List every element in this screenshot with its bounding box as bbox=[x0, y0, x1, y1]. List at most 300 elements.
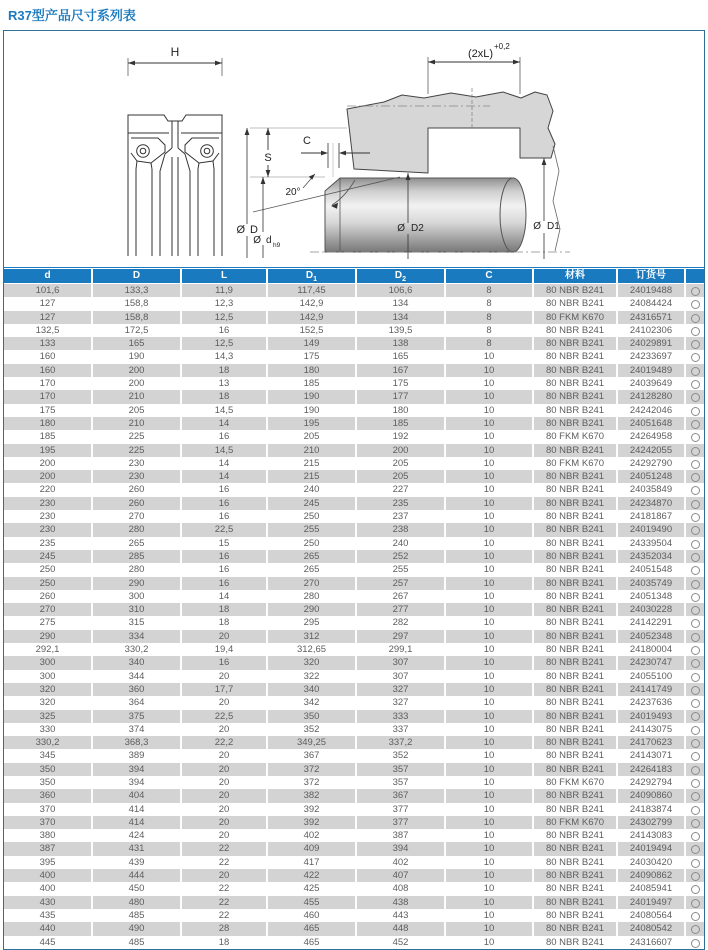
table-cell-d: 170 bbox=[4, 390, 93, 403]
table-cell-d-outer: 225 bbox=[93, 430, 182, 443]
table-cell-order-number: 24019489 bbox=[618, 364, 686, 377]
table-cell-d: 127 bbox=[4, 311, 93, 324]
table-cell-l: 20 bbox=[182, 869, 268, 882]
table-cell-l: 14 bbox=[182, 457, 268, 470]
availability-circle-icon bbox=[691, 460, 700, 469]
table-cell-l: 22 bbox=[182, 856, 268, 869]
availability-circle-icon bbox=[691, 633, 700, 642]
table-row bbox=[4, 311, 704, 324]
table-cell-marker bbox=[686, 776, 704, 789]
availability-circle-icon bbox=[691, 619, 700, 628]
table-cell-marker bbox=[686, 603, 704, 616]
availability-circle-icon bbox=[691, 912, 700, 921]
table-cell-l: 20 bbox=[182, 763, 268, 776]
table-cell-d: 260 bbox=[4, 590, 93, 603]
table-cell-d-outer: 480 bbox=[93, 896, 182, 909]
table-cell-c: 10 bbox=[446, 856, 534, 869]
table-cell-d1: 455 bbox=[268, 896, 357, 909]
table-row bbox=[4, 510, 704, 523]
availability-circle-icon bbox=[691, 513, 700, 522]
table-cell-d-outer: 210 bbox=[93, 390, 182, 403]
label-d-shaft: d bbox=[266, 235, 272, 246]
table-cell-d1: 352 bbox=[268, 723, 357, 736]
table-cell-material: 80 NBR B241 bbox=[534, 922, 618, 935]
availability-circle-icon bbox=[691, 593, 700, 602]
table-cell-c: 8 bbox=[446, 324, 534, 337]
table-cell-d-outer: 300 bbox=[93, 590, 182, 603]
table-cell-material: 80 NBR B241 bbox=[534, 390, 618, 403]
table-cell-d: 400 bbox=[4, 882, 93, 895]
table-cell-d1: 265 bbox=[268, 563, 357, 576]
table-cell-d2: 357 bbox=[357, 763, 446, 776]
table-cell-material: 80 NBR B241 bbox=[534, 882, 618, 895]
column-header-d-outer: D bbox=[93, 269, 182, 283]
table-cell-d-outer: 375 bbox=[93, 710, 182, 723]
table-cell-order-number: 24242046 bbox=[618, 404, 686, 417]
table-cell-d-outer: 444 bbox=[93, 869, 182, 882]
table-cell-d2: 185 bbox=[357, 417, 446, 430]
table-cell-d2: 377 bbox=[357, 816, 446, 829]
table-cell-d-outer: 200 bbox=[93, 364, 182, 377]
table-cell-material: 80 NBR B241 bbox=[534, 537, 618, 550]
table-cell-d2: 134 bbox=[357, 297, 446, 310]
table-cell-c: 10 bbox=[446, 869, 534, 882]
table-cell-c: 10 bbox=[446, 523, 534, 536]
table-cell-order-number: 24030420 bbox=[618, 856, 686, 869]
availability-circle-icon bbox=[691, 380, 700, 389]
label-angle: 20° bbox=[285, 187, 301, 198]
table-cell-d-outer: 389 bbox=[93, 749, 182, 762]
table-cell-d2: 205 bbox=[357, 457, 446, 470]
table-cell-marker bbox=[686, 390, 704, 403]
column-header-order-number: 订货号 bbox=[618, 269, 686, 283]
table-cell-d-outer: 360 bbox=[93, 683, 182, 696]
table-cell-marker bbox=[686, 377, 704, 390]
table-row bbox=[4, 563, 704, 576]
table-cell-d: 330,2 bbox=[4, 736, 93, 749]
availability-circle-icon bbox=[691, 287, 700, 296]
availability-circle-icon bbox=[691, 659, 700, 668]
table-cell-d: 370 bbox=[4, 803, 93, 816]
table-cell-d2: 200 bbox=[357, 444, 446, 457]
table-cell-c: 10 bbox=[446, 816, 534, 829]
table-row bbox=[4, 297, 704, 310]
table-cell-material: 80 NBR B241 bbox=[534, 616, 618, 629]
table-cell-d-outer: 485 bbox=[93, 909, 182, 922]
table-cell-l: 20 bbox=[182, 749, 268, 762]
table-cell-d1: 280 bbox=[268, 590, 357, 603]
table-cell-c: 10 bbox=[446, 696, 534, 709]
table-row bbox=[4, 284, 704, 297]
table-cell-d2: 138 bbox=[357, 337, 446, 350]
label-d-shaft-tolerance: h9 bbox=[273, 242, 281, 249]
table-cell-d1: 190 bbox=[268, 390, 357, 403]
table-cell-marker bbox=[686, 670, 704, 683]
table-cell-l: 28 bbox=[182, 922, 268, 935]
table-cell-material: 80 NBR B241 bbox=[534, 829, 618, 842]
table-cell-l: 14 bbox=[182, 590, 268, 603]
table-cell-d: 300 bbox=[4, 670, 93, 683]
table-row bbox=[4, 749, 704, 762]
column-header-d: d bbox=[4, 269, 93, 283]
table-cell-l: 16 bbox=[182, 550, 268, 563]
availability-circle-icon bbox=[691, 447, 700, 456]
table-cell-l: 12,5 bbox=[182, 337, 268, 350]
table-cell-d-outer: 439 bbox=[93, 856, 182, 869]
table-cell-l: 16 bbox=[182, 563, 268, 576]
table-cell-l: 22 bbox=[182, 909, 268, 922]
table-cell-d2: 180 bbox=[357, 404, 446, 417]
table-cell-material: 80 NBR B241 bbox=[534, 630, 618, 643]
availability-circle-icon bbox=[691, 712, 700, 721]
table-cell-c: 10 bbox=[446, 909, 534, 922]
table-cell-l: 18 bbox=[182, 936, 268, 949]
table-cell-c: 10 bbox=[446, 510, 534, 523]
table-cell-order-number: 24234870 bbox=[618, 497, 686, 510]
table-row bbox=[4, 550, 704, 563]
table-cell-order-number: 24264183 bbox=[618, 763, 686, 776]
table-cell-order-number: 24090862 bbox=[618, 869, 686, 882]
table-cell-d-outer: 490 bbox=[93, 922, 182, 935]
table-row bbox=[4, 337, 704, 350]
availability-circle-icon bbox=[691, 486, 700, 495]
table-cell-d2: 337 bbox=[357, 723, 446, 736]
table-cell-l: 20 bbox=[182, 803, 268, 816]
table-cell-material: 80 NBR B241 bbox=[534, 590, 618, 603]
table-cell-d2: 327 bbox=[357, 683, 446, 696]
table-cell-d1: 460 bbox=[268, 909, 357, 922]
table-cell-c: 10 bbox=[446, 829, 534, 842]
table-row bbox=[4, 537, 704, 550]
table-cell-c: 10 bbox=[446, 417, 534, 430]
table-cell-order-number: 24339504 bbox=[618, 537, 686, 550]
table-cell-d: 395 bbox=[4, 856, 93, 869]
table-row bbox=[4, 444, 704, 457]
table-cell-marker bbox=[686, 749, 704, 762]
table-cell-l: 20 bbox=[182, 670, 268, 683]
table-cell-d2: 235 bbox=[357, 497, 446, 510]
table-cell-d1: 245 bbox=[268, 497, 357, 510]
table-cell-marker bbox=[686, 510, 704, 523]
table-cell-d-outer: 260 bbox=[93, 497, 182, 510]
table-top-rule bbox=[4, 267, 704, 268]
table-cell-order-number: 24080542 bbox=[618, 922, 686, 935]
table-cell-d1: 205 bbox=[268, 430, 357, 443]
label-dia-symbol: Ø bbox=[533, 221, 541, 232]
table-cell-order-number: 24180004 bbox=[618, 643, 686, 656]
column-header-d1: $D_1$ bbox=[268, 269, 357, 283]
table-cell-c: 10 bbox=[446, 776, 534, 789]
table-cell-marker bbox=[686, 337, 704, 350]
table-cell-d: 387 bbox=[4, 842, 93, 855]
table-cell-d2: 282 bbox=[357, 616, 446, 629]
availability-circle-icon bbox=[691, 739, 700, 748]
table-cell-d1: 117,45 bbox=[268, 284, 357, 297]
table-row bbox=[4, 856, 704, 869]
table-cell-d-outer: 285 bbox=[93, 550, 182, 563]
table-cell-d1: 270 bbox=[268, 577, 357, 590]
table-cell-marker bbox=[686, 643, 704, 656]
availability-circle-icon bbox=[691, 845, 700, 854]
table-cell-material: 80 NBR B241 bbox=[534, 364, 618, 377]
table-cell-c: 10 bbox=[446, 670, 534, 683]
table-cell-d-outer: 210 bbox=[93, 417, 182, 430]
availability-circle-icon bbox=[691, 327, 700, 336]
table-cell-order-number: 24316571 bbox=[618, 311, 686, 324]
table-row bbox=[4, 590, 704, 603]
table-row bbox=[4, 470, 704, 483]
table-cell-d: 200 bbox=[4, 470, 93, 483]
page-title: R37型产品尺寸系列表 bbox=[8, 8, 136, 23]
table-cell-marker bbox=[686, 763, 704, 776]
table-cell-d1: 290 bbox=[268, 603, 357, 616]
table-cell-d: 275 bbox=[4, 616, 93, 629]
table-cell-d: 235 bbox=[4, 537, 93, 550]
table-cell-d: 320 bbox=[4, 683, 93, 696]
table-cell-d2: 237 bbox=[357, 510, 446, 523]
table-cell-d: 380 bbox=[4, 829, 93, 842]
table-cell-material: 80 NBR B241 bbox=[534, 656, 618, 669]
table-row bbox=[4, 936, 704, 949]
table-cell-d: 200 bbox=[4, 457, 93, 470]
table-cell-d1: 382 bbox=[268, 789, 357, 802]
table-cell-order-number: 24316607 bbox=[618, 936, 686, 949]
availability-circle-icon bbox=[691, 872, 700, 881]
table-row bbox=[4, 803, 704, 816]
table-cell-d1: 417 bbox=[268, 856, 357, 869]
table-cell-d2: 167 bbox=[357, 364, 446, 377]
table-cell-d1: 340 bbox=[268, 683, 357, 696]
table-cell-d2: 252 bbox=[357, 550, 446, 563]
table-cell-marker bbox=[686, 710, 704, 723]
table-cell-order-number: 24051548 bbox=[618, 563, 686, 576]
table-cell-d1: 190 bbox=[268, 404, 357, 417]
table-cell-order-number: 24051648 bbox=[618, 417, 686, 430]
label-2xl-tolerance: +0,2 bbox=[494, 42, 510, 51]
table-cell-d-outer: 280 bbox=[93, 563, 182, 576]
table-row bbox=[4, 670, 704, 683]
table-cell-d2: 407 bbox=[357, 869, 446, 882]
table-cell-d-outer: 290 bbox=[93, 577, 182, 590]
dimension-table bbox=[4, 267, 704, 949]
availability-circle-icon bbox=[691, 646, 700, 655]
table-cell-d-outer: 133,3 bbox=[93, 284, 182, 297]
table-row bbox=[4, 616, 704, 629]
table-cell-c: 10 bbox=[446, 683, 534, 696]
table-cell-material: 80 NBR B241 bbox=[534, 936, 618, 949]
table-cell-d-outer: 334 bbox=[93, 630, 182, 643]
table-cell-l: 14,5 bbox=[182, 404, 268, 417]
table-row bbox=[4, 656, 704, 669]
table-cell-d-outer: 344 bbox=[93, 670, 182, 683]
table-cell-d: 160 bbox=[4, 364, 93, 377]
table-cell-d-outer: 340 bbox=[93, 656, 182, 669]
table-cell-material: 80 NBR B241 bbox=[534, 417, 618, 430]
table-cell-d: 350 bbox=[4, 776, 93, 789]
table-cell-d1: 409 bbox=[268, 842, 357, 855]
table-cell-d-outer: 431 bbox=[93, 842, 182, 855]
table-row bbox=[4, 430, 704, 443]
table-cell-d: 330 bbox=[4, 723, 93, 736]
table-cell-c: 10 bbox=[446, 350, 534, 363]
table-cell-material: 80 NBR B241 bbox=[534, 842, 618, 855]
table-cell-c: 10 bbox=[446, 656, 534, 669]
availability-circle-icon bbox=[691, 899, 700, 908]
availability-circle-icon bbox=[691, 673, 700, 682]
table-cell-c: 10 bbox=[446, 723, 534, 736]
availability-circle-icon bbox=[691, 367, 700, 376]
table-row bbox=[4, 630, 704, 643]
table-cell-d2: 238 bbox=[357, 523, 446, 536]
table-cell-d: 180 bbox=[4, 417, 93, 430]
table-cell-marker bbox=[686, 922, 704, 935]
table-cell-material: 80 NBR B241 bbox=[534, 350, 618, 363]
table-cell-order-number: 24237636 bbox=[618, 696, 686, 709]
table-cell-l: 20 bbox=[182, 696, 268, 709]
table-cell-d-outer: 404 bbox=[93, 789, 182, 802]
table-row bbox=[4, 404, 704, 417]
table-cell-c: 10 bbox=[446, 457, 534, 470]
table-cell-marker bbox=[686, 616, 704, 629]
table-cell-marker bbox=[686, 789, 704, 802]
table-cell-material: 80 NBR B241 bbox=[534, 683, 618, 696]
table-cell-d2: 307 bbox=[357, 656, 446, 669]
table-cell-marker bbox=[686, 590, 704, 603]
table-cell-order-number: 24292790 bbox=[618, 457, 686, 470]
table-cell-material: 80 NBR B241 bbox=[534, 869, 618, 882]
table-row bbox=[4, 350, 704, 363]
table-cell-c: 10 bbox=[446, 590, 534, 603]
table-body bbox=[4, 284, 704, 949]
table-row bbox=[4, 736, 704, 749]
table-cell-marker bbox=[686, 656, 704, 669]
table-cell-marker bbox=[686, 404, 704, 417]
availability-circle-icon bbox=[691, 540, 700, 549]
table-cell-d: 170 bbox=[4, 377, 93, 390]
table-cell-d1: 185 bbox=[268, 377, 357, 390]
table-cell-order-number: 24233697 bbox=[618, 350, 686, 363]
table-cell-d2: 240 bbox=[357, 537, 446, 550]
table-cell-material: 80 NBR B241 bbox=[534, 510, 618, 523]
table-cell-c: 8 bbox=[446, 337, 534, 350]
table-cell-l: 22 bbox=[182, 842, 268, 855]
table-cell-marker bbox=[686, 736, 704, 749]
table-cell-material: 80 NBR B241 bbox=[534, 896, 618, 909]
table-cell-l: 22 bbox=[182, 882, 268, 895]
table-cell-d1: 402 bbox=[268, 829, 357, 842]
table-cell-marker bbox=[686, 896, 704, 909]
table-row bbox=[4, 789, 704, 802]
table-cell-material: 80 NBR B241 bbox=[534, 337, 618, 350]
table-cell-d: 292,1 bbox=[4, 643, 93, 656]
table-cell-c: 10 bbox=[446, 616, 534, 629]
table-cell-d2: 297 bbox=[357, 630, 446, 643]
table-cell-l: 12,5 bbox=[182, 311, 268, 324]
table-cell-order-number: 24051248 bbox=[618, 470, 686, 483]
table-cell-c: 10 bbox=[446, 550, 534, 563]
table-cell-c: 10 bbox=[446, 922, 534, 935]
column-header-l: L bbox=[182, 269, 268, 283]
table-cell-d2: 452 bbox=[357, 936, 446, 949]
table-row bbox=[4, 882, 704, 895]
table-cell-order-number: 24264958 bbox=[618, 430, 686, 443]
table-cell-order-number: 24143083 bbox=[618, 829, 686, 842]
table-cell-c: 10 bbox=[446, 444, 534, 457]
table-row bbox=[4, 603, 704, 616]
table-cell-l: 11,9 bbox=[182, 284, 268, 297]
table-cell-d: 345 bbox=[4, 749, 93, 762]
table-cell-c: 10 bbox=[446, 936, 534, 949]
table-cell-order-number: 24080564 bbox=[618, 909, 686, 922]
table-cell-d: 440 bbox=[4, 922, 93, 935]
table-cell-l: 14 bbox=[182, 470, 268, 483]
table-cell-marker bbox=[686, 523, 704, 536]
table-cell-d: 160 bbox=[4, 350, 93, 363]
seal-cross-section bbox=[128, 115, 222, 256]
table-cell-material: 80 NBR B241 bbox=[534, 470, 618, 483]
table-cell-d1: 392 bbox=[268, 816, 357, 829]
table-cell-l: 15 bbox=[182, 537, 268, 550]
table-cell-d: 245 bbox=[4, 550, 93, 563]
availability-circle-icon bbox=[691, 752, 700, 761]
table-row bbox=[4, 816, 704, 829]
table-cell-material: 80 NBR B241 bbox=[534, 297, 618, 310]
table-cell-material: 80 NBR B241 bbox=[534, 497, 618, 510]
table-cell-material: 80 FKM K670 bbox=[534, 816, 618, 829]
table-cell-d2: 205 bbox=[357, 470, 446, 483]
table-row bbox=[4, 683, 704, 696]
availability-circle-icon bbox=[691, 566, 700, 575]
availability-circle-icon bbox=[691, 353, 700, 362]
table-cell-material: 80 NBR B241 bbox=[534, 404, 618, 417]
table-row bbox=[4, 324, 704, 337]
table-cell-d-outer: 424 bbox=[93, 829, 182, 842]
table-cell-order-number: 24029891 bbox=[618, 337, 686, 350]
table-cell-order-number: 24183874 bbox=[618, 803, 686, 816]
seal-installation-diagram bbox=[4, 31, 704, 267]
table-cell-d-outer: 190 bbox=[93, 350, 182, 363]
label-s: S bbox=[264, 152, 272, 164]
table-cell-marker bbox=[686, 630, 704, 643]
label-2xl: (2xL) bbox=[467, 48, 493, 60]
table-cell-d1: 215 bbox=[268, 470, 357, 483]
table-cell-d2: 192 bbox=[357, 430, 446, 443]
availability-circle-icon bbox=[691, 553, 700, 562]
table-cell-d2: 267 bbox=[357, 590, 446, 603]
table-cell-d1: 142,9 bbox=[268, 297, 357, 310]
table-cell-d2: 165 bbox=[357, 350, 446, 363]
table-cell-c: 10 bbox=[446, 497, 534, 510]
table-cell-material: 80 NBR B241 bbox=[534, 563, 618, 576]
table-row bbox=[4, 723, 704, 736]
table-cell-marker bbox=[686, 936, 704, 949]
availability-circle-icon bbox=[691, 806, 700, 815]
table-cell-order-number: 24019493 bbox=[618, 710, 686, 723]
table-cell-marker bbox=[686, 297, 704, 310]
label-d2: D2 bbox=[411, 223, 424, 234]
table-row bbox=[4, 763, 704, 776]
table-cell-marker bbox=[686, 856, 704, 869]
table-cell-d2: 394 bbox=[357, 842, 446, 855]
table-row bbox=[4, 922, 704, 935]
table-cell-d2: 139,5 bbox=[357, 324, 446, 337]
table-cell-d-outer: 450 bbox=[93, 882, 182, 895]
table-cell-d-outer: 200 bbox=[93, 377, 182, 390]
table-cell-c: 10 bbox=[446, 896, 534, 909]
table-cell-d2: 277 bbox=[357, 603, 446, 616]
table-cell-order-number: 24090860 bbox=[618, 789, 686, 802]
table-cell-l: 13 bbox=[182, 377, 268, 390]
